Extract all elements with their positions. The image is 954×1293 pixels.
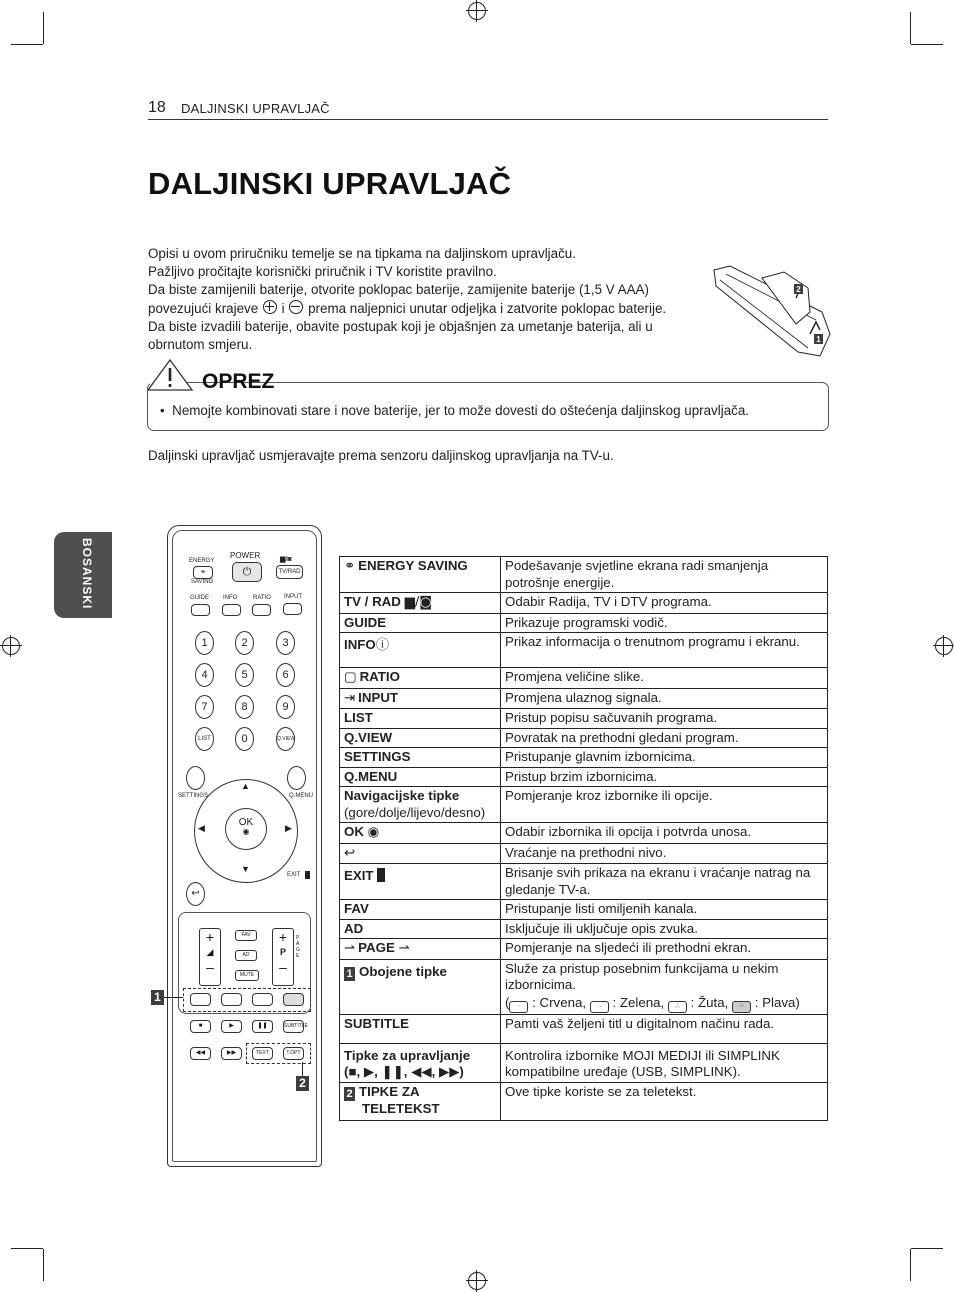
key-label: Navigacijske tipke [344,788,460,803]
desc-cell: Ove tipke koriste se za teletekst. [501,1082,828,1120]
remote-page-label: PAGE [296,935,300,959]
desc-cell: Pristupanje glavnim izbornicima. [501,748,828,768]
table-row [340,959,828,1014]
desc-cell: Povratak na prethodni gledani program. [501,728,828,748]
intro-line: Pažljivo pročitajte korisnički priručnik i TV koristite pravilno. [148,264,497,280]
key-cell [340,864,501,900]
table-row [340,748,828,768]
desc-cell: Pristup popisu sačuvanih programa. [501,709,828,729]
desc-cell: Pamti vaš željeni titl u digitalnom načinu rada. [501,1014,828,1043]
page-number: 18 [148,99,166,116]
table-row [340,688,828,709]
key-label: ENERGY SAVING [358,558,468,573]
language-tab [54,532,112,618]
battery-cover-illustration [712,264,832,360]
key-symbols: (■, ▶, ❚❚, ◀◀, ▶▶) [344,1064,464,1079]
desc-cell: Promjena veličine slike. [501,668,828,689]
key-label: EXIT [344,868,374,883]
badge-1: 1 [344,967,355,981]
energy-saving-icon: ⚭ [344,559,356,574]
remote-function-table [339,556,828,1121]
remote-pause-button: ❚❚ [252,1020,273,1033]
key-sublabel: (gore/dolje/lijevo/desno) [344,804,486,820]
crop-mark [11,44,43,45]
plus-terminal-icon [263,300,277,314]
volume-icon: ◢ [206,947,214,957]
table-row [340,1082,828,1120]
remote-input-button [283,603,302,615]
desc-cell: Odabir izbornika ili opcija i potvrda unosa. [501,823,828,844]
desc-cell: Pristup brzim izbornicima. [501,767,828,787]
color-label-blue: : Plava) [754,994,800,1010]
table-row [340,633,828,668]
key-cell: SETTINGS [340,748,501,768]
table-row [340,843,828,864]
remote-ok-button [225,808,267,850]
remote-digit-6: 6 [276,663,295,687]
caution-title: OPREZ [202,370,275,393]
section-header: DALJINSKI UPRAVLJAČ [181,101,330,116]
remote-volume-rocker [199,928,221,986]
table-row [340,767,828,787]
intro-text: prema naljepnici unutar odjeljka i zatvorite poklopac baterije. [308,300,667,316]
page-right-arrow-icon: ⇀ [398,941,410,956]
key-cell [340,668,501,689]
intro-line: Da biste zamijenili baterije, otvorite poklopac baterije, zamijenite baterije (1,5 V AAA) [148,282,649,298]
table-row [340,1014,828,1043]
remote-digit-3: 3 [276,631,295,655]
key-label: OK [344,824,364,839]
key-cell [340,939,501,960]
remote-list-button: LIST [195,727,214,751]
desc-cell [501,959,828,1014]
remote-digit-8: 8 [235,695,254,719]
table-row [340,823,828,844]
remote-rewind-button: ◀◀ [190,1047,211,1060]
remote-input-label: INPUT [284,594,302,600]
nav-left-icon: ◀ [198,823,205,833]
table-row [340,900,828,920]
key-label: Tipke za upravljanje [344,1047,471,1063]
remote-info-button [222,604,241,616]
aim-instruction: Daljinski upravljač usmjeravajte prema senzoru daljinskog upravljanja na TV-u. [148,448,614,463]
key-label: INPUT [358,689,399,705]
back-icon: ↩ [344,845,356,861]
crop-mark [11,1248,43,1249]
battery-step-2: 2 [796,285,801,294]
remote-guide-label: GUIDE [190,595,210,601]
color-label-green: : Zelena, [612,994,665,1010]
remote-ok-label: OK [238,817,254,828]
callout-2-leader [302,1062,303,1076]
program-plus-icon: + [278,929,288,945]
callout-2: 2 [296,1076,309,1091]
remote-ad-button: AD [235,950,257,961]
crop-mark [910,1249,911,1281]
remote-settings-label: SETTINGS [178,793,209,799]
remote-yellow-button [252,993,273,1006]
remote-text-button: TEXT [252,1047,273,1060]
remote-digit-5: 5 [235,663,254,687]
key-cell [340,787,501,823]
remote-ratio-button [252,604,271,616]
registration-mark-icon [468,2,486,20]
key-cell: Q.MENU [340,767,501,787]
language-label: BOSANSKI [80,538,94,610]
table-row [340,728,828,748]
key-cell [340,557,501,593]
remote-tvrad-button: TV/RAD [276,565,303,579]
key-cell: GUIDE [340,613,501,633]
remote-digit-7: 7 [195,695,214,719]
desc-cell: Kontrolira izbornike MOJI MEDIJI ili SIMPLINK kompatibilne uređaje (USB, SIMPLINK). [501,1043,828,1082]
remote-play-button: ▶ [221,1020,242,1033]
program-minus-icon: – [279,959,287,975]
key-label: Obojene tipke [359,963,447,979]
ok-dot-icon: ◉ [242,827,250,836]
table-row [340,939,828,960]
table-row [340,668,828,689]
paren-open: ( [505,994,510,1010]
color-label-yellow: : Žuta, [690,994,729,1010]
key-cell: FAV [340,900,501,920]
remote-qview-button: Q.VIEW [276,727,295,751]
key-label: INFO [344,637,376,652]
crop-mark [910,12,911,44]
remote-stop-button: ■ [190,1020,211,1033]
remote-red-button [190,993,211,1006]
minus-terminal-icon [289,300,303,314]
remote-qmenu-label: Q.MENU [289,793,313,799]
key-cell [340,593,501,614]
key-cell [340,688,501,709]
desc-cell: Pomjeranje na sljedeći ili prethodni ekran. [501,939,828,960]
remote-info-label: INFO [223,595,238,601]
remote-forward-button: ▶▶ [221,1047,242,1060]
desc-cell: Odabir Radija, TV i DTV programa. [501,593,828,614]
remote-topt-button: T.OPT [283,1047,304,1060]
info-icon: ⓘ [375,638,390,653]
program-p-label: P [279,947,286,957]
desc-text: Služe za pristup posebnim funkcijama u nekim izbornicima. [505,960,779,992]
red-key-icon: · [509,1001,528,1013]
remote-ratio-label: RATIO [253,595,271,601]
key-cell: Q.VIEW [340,728,501,748]
page-title: DALJINSKI UPRAVLJAČ [148,166,512,201]
remote-mute-button: MUTE [235,970,259,981]
intro-paragraph [148,245,708,354]
page-left-arrow-icon: ⇀ [344,941,356,956]
intro-line [148,300,708,318]
remote-digit-1: 1 [195,631,214,655]
desc-cell: Vraćanje na prethodni nivo. [501,843,828,864]
remote-digit-9: 9 [276,695,295,719]
exit-block-icon [305,871,310,879]
intro-line: Da biste izvadili baterije, obavite postupak koji je objašnjen za umetanje baterija, ali u [148,318,653,334]
bullet: • [160,403,165,418]
remote-energy-label: ENERGY [189,558,215,564]
input-icon: ⇥ [344,690,356,706]
table-row [340,593,828,614]
ok-icon: ◉ [367,825,380,840]
desc-cell: Pomjeranje kroz izbornike ili opcije. [501,787,828,823]
key-cell [340,633,501,668]
volume-plus-icon: + [205,929,215,945]
remote-green-button [221,993,242,1006]
desc-cell: Brisanje svih prikaza na ekranu i vraćanje natrag na gledanje TV-a. [501,864,828,900]
volume-minus-icon: – [206,959,214,975]
remote-power-label: POWER [230,551,261,560]
key-label: TELETEKST [362,1100,440,1116]
key-cell: SUBTITLE [340,1014,501,1043]
intro-line: Opisi u ovom priručniku temelje se na tipkama na daljinskom upravljaču. [148,246,576,261]
tv-rad-icon: ▆/◙ [404,595,433,610]
yellow-key-icon: ∴ [668,1001,687,1013]
caution-header [150,358,275,393]
remote-digit-2: 2 [235,631,254,655]
remote-digit-0: 0 [235,727,254,751]
table-row [340,613,828,633]
table-row [340,557,828,593]
key-label: PAGE [358,940,395,955]
remote-blue-button [283,993,304,1006]
desc-cell: Prikaz informacija o trenutnom programu i ekranu. [501,633,828,668]
remote-digit-4: 4 [195,663,214,687]
remote-tvrad-icon: ▆/◙ [280,556,292,563]
desc-cell: Promjena ulaznog signala. [501,688,828,709]
remote-fav-button: FAV [235,930,257,941]
badge-2: 2 [344,1087,355,1101]
table-row [340,787,828,823]
table-row [340,864,828,900]
color-label-red: : Crvena, [532,994,587,1010]
registration-mark-icon [2,637,20,655]
desc-cell: Prikazuje programski vodič. [501,613,828,633]
key-cell [340,1082,501,1120]
nav-up-icon: ▲ [241,781,250,791]
header-rule [148,119,828,120]
intro-text: povezujući krajeve [148,300,259,316]
nav-right-icon: ▶ [285,823,292,833]
key-cell [340,823,501,844]
callout-1-leader [164,997,183,998]
crop-mark [911,1248,943,1249]
key-cell [340,959,501,1014]
nav-down-icon: ▼ [241,864,250,874]
key-label: RATIO [359,669,400,684]
remote-subtitle-button: SUBTITLE [283,1020,304,1033]
crop-mark [43,12,44,44]
remote-power-button: ⏻ [232,562,262,582]
callout-1: 1 [151,990,164,1005]
table-row [340,919,828,939]
remote-saving-label: SAVING [191,579,214,585]
caution-text [160,403,749,418]
intro-text: i [281,300,285,316]
ratio-icon: ▢ [344,670,357,685]
remote-back-button: ↩ [186,882,205,906]
registration-mark-icon [935,637,953,655]
battery-step-1: 1 [816,335,821,344]
blue-key-icon: ⁘ [732,1001,751,1013]
desc-cell: Isključuje ili uključuje opis zvuka. [501,919,828,939]
remote-exit-label: EXIT [287,872,301,878]
caution-message: Nemojte kombinovati stare i nove baterije, jer to može dovesti do oštećenja daljinskog upravljača. [172,403,749,418]
crop-mark [911,44,943,45]
key-cell [340,1043,501,1082]
desc-cell: Pristupanje listi omiljenih kanala. [501,900,828,920]
key-cell: LIST [340,709,501,729]
green-key-icon: ·· [590,1001,609,1013]
key-cell [340,843,501,864]
registration-mark-icon [468,1272,486,1290]
remote-guide-button [191,604,210,616]
key-label: TV / RAD [344,594,401,609]
remote-program-rocker [272,928,294,986]
crop-mark [43,1249,44,1281]
remote-qmenu-button [287,766,306,790]
warning-triangle-icon [148,358,198,392]
desc-cell: Podešavanje svjetline ekrana radi smanjenja potrošnje energije. [501,557,828,593]
table-row [340,1043,828,1082]
exit-icon [377,868,385,882]
intro-line: obrnutom smjeru. [148,337,253,353]
table-row [340,709,828,729]
key-label: TIPKE ZA [359,1083,420,1099]
key-cell: AD [340,919,501,939]
remote-energy-saving-button: ⚭ [193,566,213,579]
remote-settings-button [186,766,205,790]
color-keys-line [505,995,823,1013]
